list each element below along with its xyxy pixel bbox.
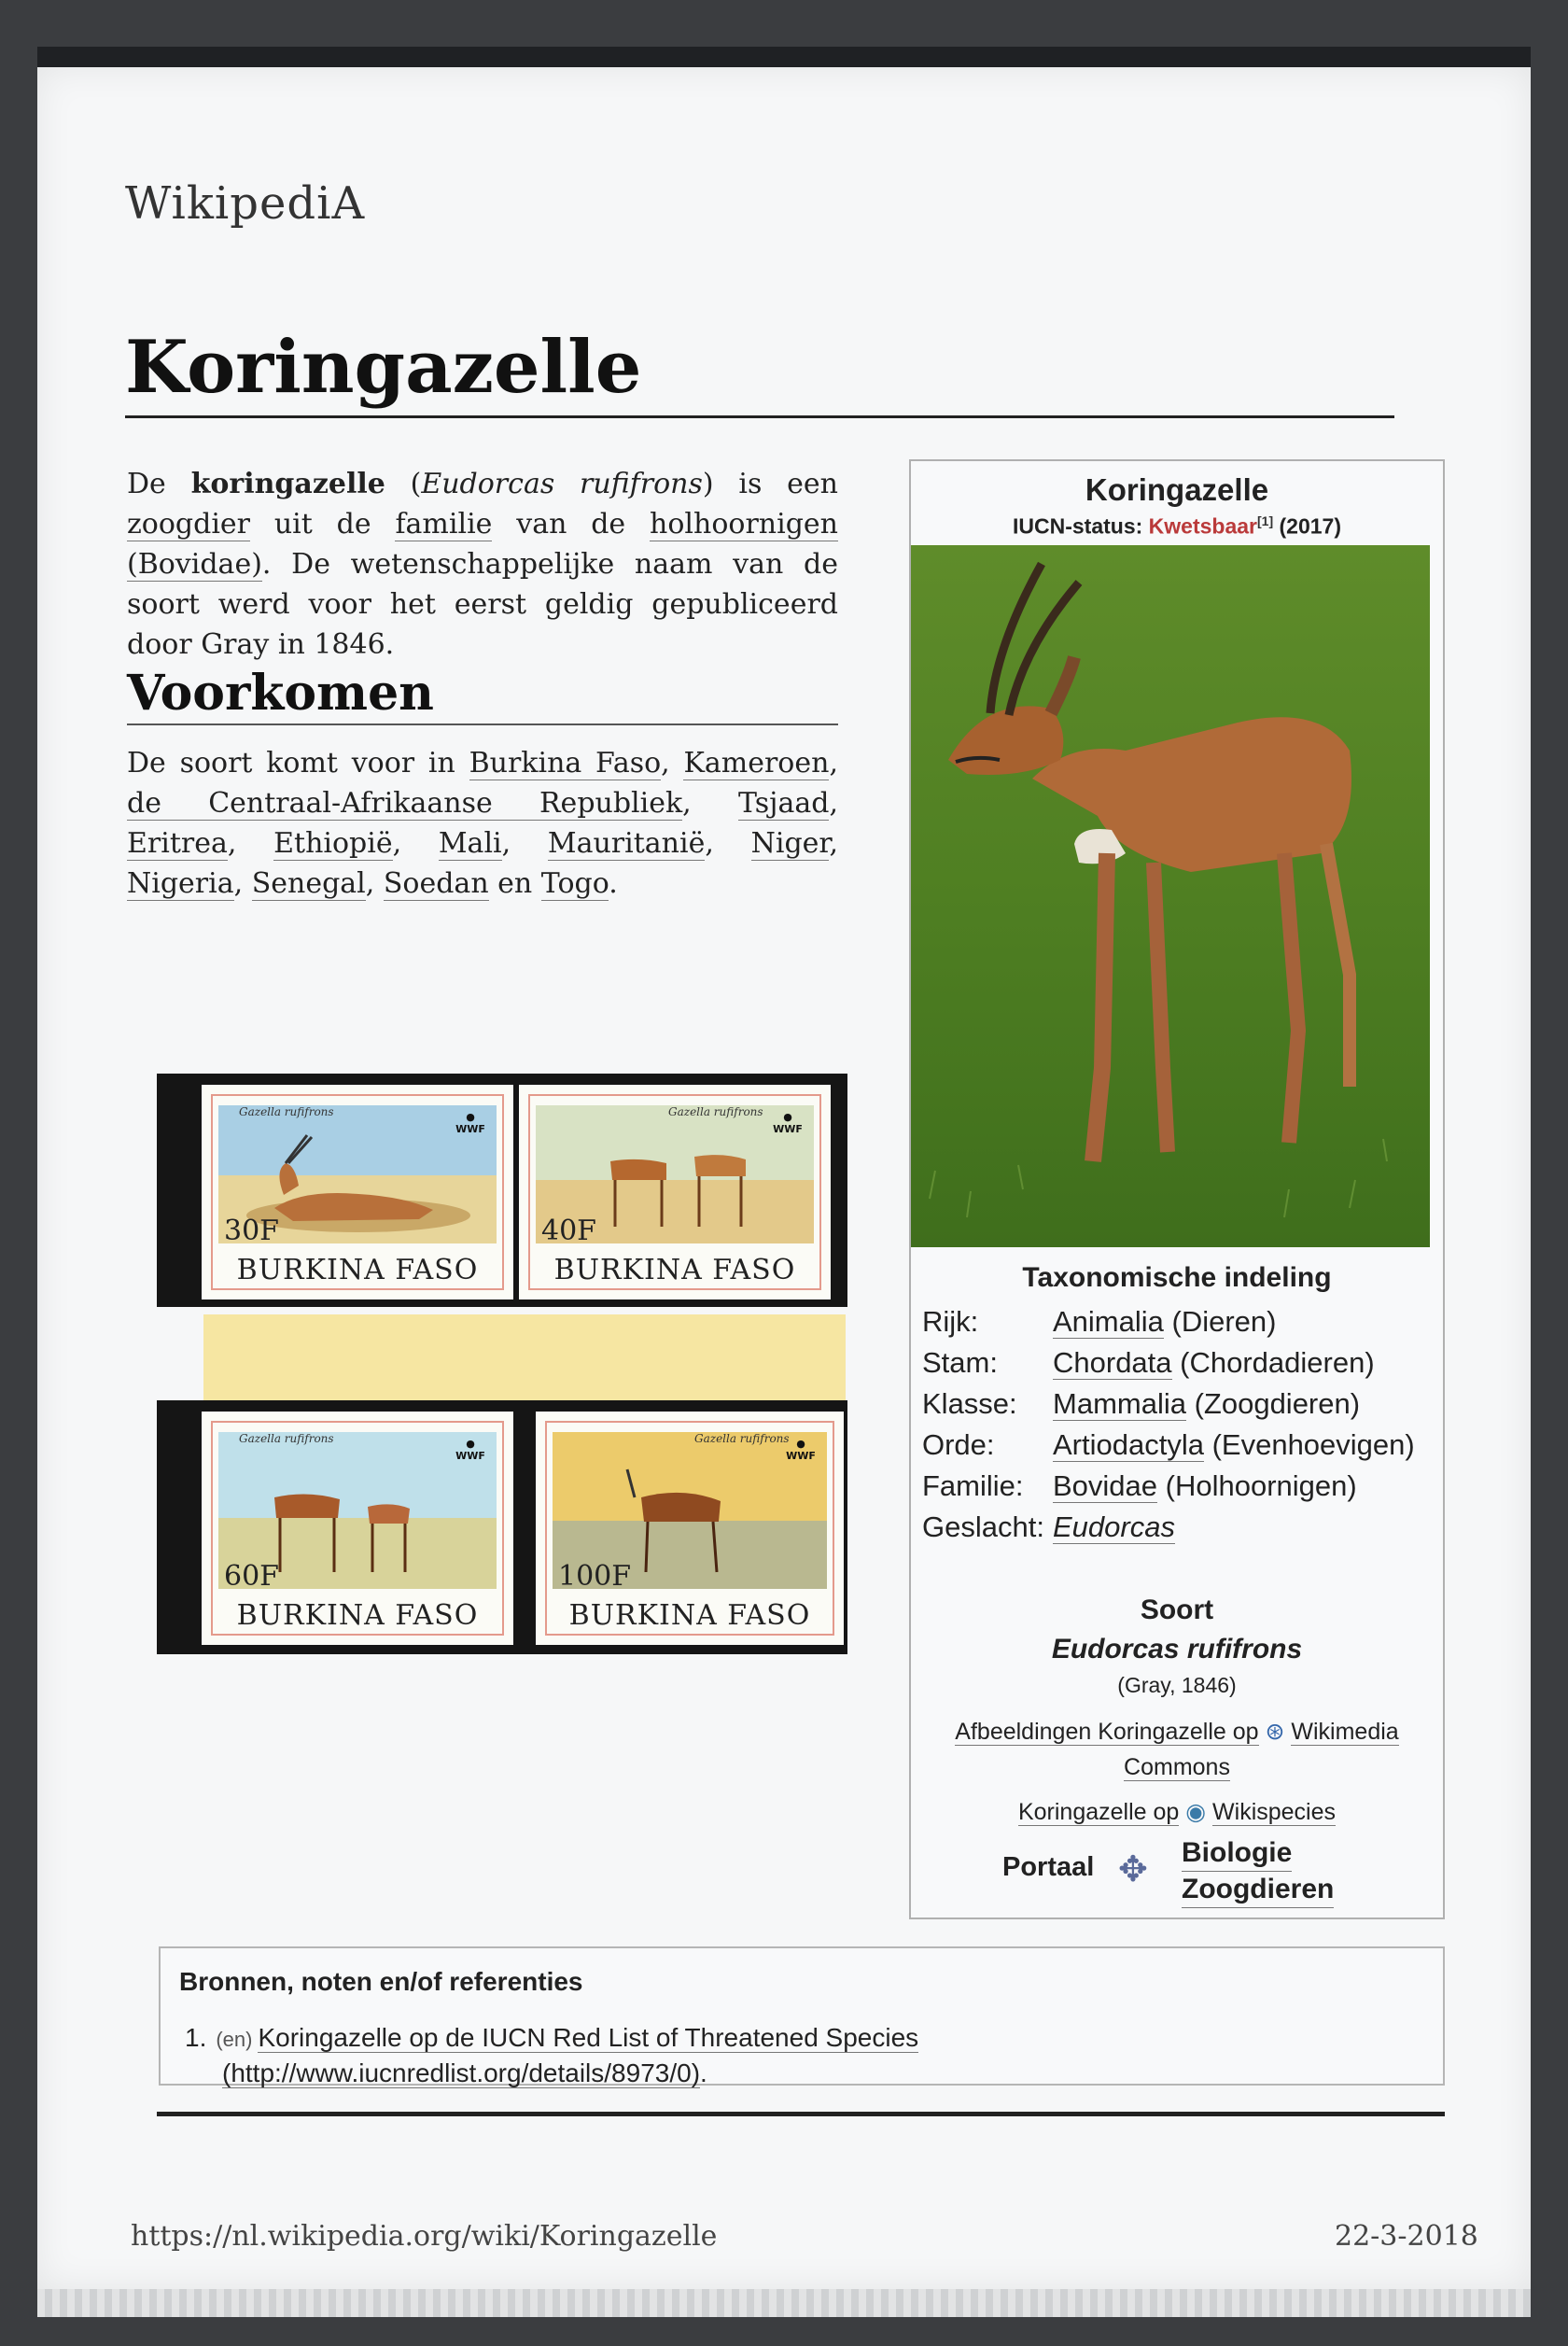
references-title: Bronnen, noten en/of referenties xyxy=(179,1967,583,1996)
country-link[interactable]: Burkina Faso xyxy=(469,747,662,780)
taxonomy-row: Orde: Artiodactyla (Evenhoevigen) xyxy=(922,1428,1415,1461)
taxonomy-heading: Taxonomische indeling xyxy=(1022,1262,1332,1293)
stamp-value: 40F xyxy=(541,1215,596,1247)
gazelle-photo[interactable] xyxy=(911,545,1430,1247)
link-familie[interactable]: familie xyxy=(395,508,493,541)
commons-link-text[interactable]: Afbeeldingen Koringazelle op xyxy=(955,1719,1259,1745)
intro-paragraph: De koringazelle (Eudorcas rufifrons) is een zoogdier uit de familie van de holhoornigen (Bovidae). De wetenschappelijke naam van de soort werd voor het eerst geldig gepubliceerd door Gray in 1846. xyxy=(127,468,838,661)
wwf-logo-icon: ● WWF xyxy=(786,1438,816,1462)
puzzle-icon: ✥ xyxy=(1118,1850,1148,1889)
page-title: Koringazelle xyxy=(125,325,642,410)
section-divider xyxy=(127,723,838,725)
stamp-country: BURKINA FASO xyxy=(236,1599,479,1632)
country-link[interactable]: Senegal xyxy=(251,867,366,900)
section-heading: Voorkomen xyxy=(127,665,434,722)
country-link[interactable]: de Centraal-Afrikaanse Republiek xyxy=(127,787,683,820)
link-holhoornigen[interactable]: holhoornigen (Bovidae) xyxy=(127,508,838,581)
stamp-species: Gazella rufifrons xyxy=(239,1432,334,1445)
country-link[interactable]: Nigeria xyxy=(127,867,234,900)
taxonomy-table xyxy=(922,1301,1426,1548)
portal-link-zoogdieren[interactable]: Zoogdieren xyxy=(1182,1872,1334,1908)
wikispecies-icon: ◉ xyxy=(1185,1799,1207,1825)
taxonomy-row: Familie: Bovidae (Holhoornigen) xyxy=(922,1469,1357,1502)
stamp-country: BURKINA FASO xyxy=(553,1254,796,1286)
taxonomy-row: Geslacht: Eudorcas xyxy=(922,1510,1175,1543)
portal-links xyxy=(1182,1835,1334,1908)
bottom-divider xyxy=(157,2112,1445,2116)
country-link[interactable]: Eritrea xyxy=(127,827,228,860)
status-link[interactable]: Kwetsbaar xyxy=(1148,513,1257,539)
wikimedia-commons-icon: ⊛ xyxy=(1265,1719,1285,1745)
country-link[interactable]: Ethiopië xyxy=(273,827,393,860)
footer-url: https://nl.wikipedia.org/wiki/Koringazelle xyxy=(131,2220,718,2253)
bold-term: koringazelle xyxy=(190,468,385,500)
species-author: (Gray, 1846) xyxy=(1117,1673,1237,1697)
stamp-value: 100F xyxy=(558,1560,632,1593)
wwf-logo-icon: ● WWF xyxy=(455,1111,485,1135)
taxon-link[interactable]: Eudorcas xyxy=(1053,1510,1175,1543)
reference-url[interactable]: (http://www.iucnredlist.org/details/8973/0) xyxy=(222,2058,701,2087)
taxon-link[interactable]: Mammalia xyxy=(1053,1387,1186,1420)
taxon-link[interactable]: Bovidae xyxy=(1053,1469,1158,1502)
footer-date: 22-3-2018 xyxy=(1335,2220,1478,2253)
reference-link[interactable]: Koringazelle op de IUCN Red List of Threatened Species xyxy=(258,2023,919,2052)
stamp-60f xyxy=(202,1412,513,1645)
reference-item: 1. (en) Koringazelle op de IUCN Red List of Threatened Species (http://www.iucnredlist.org/details/8973/0). xyxy=(185,2023,919,2087)
references-box xyxy=(159,1946,1445,2086)
commons-line xyxy=(911,1714,1443,1785)
wikispecies-link[interactable]: Wikispecies xyxy=(1212,1799,1337,1825)
commons-link[interactable]: Wikimedia Commons xyxy=(1124,1719,1399,1780)
taxonomy-row: Rijk: Animalia (Dieren) xyxy=(922,1305,1277,1338)
stamp-100f xyxy=(536,1412,844,1645)
stamp-species: Gazella rufifrons xyxy=(668,1105,763,1118)
taxonomy-row: Klasse: Mammalia (Zoogdieren) xyxy=(922,1387,1361,1420)
stamp-country: BURKINA FASO xyxy=(236,1254,479,1286)
country-link[interactable]: Niger xyxy=(750,827,830,860)
stamp-value: 30F xyxy=(224,1215,279,1247)
ref-link[interactable]: [1] xyxy=(1257,513,1274,528)
country-link[interactable]: Mauritanië xyxy=(547,827,706,860)
stamp-species: Gazella rufifrons xyxy=(694,1432,790,1445)
link-zoogdier[interactable]: zoogdier xyxy=(127,508,251,541)
infobox-title: Koringazelle xyxy=(1085,472,1269,507)
species-heading: Soort xyxy=(1140,1594,1214,1625)
taxon-link[interactable]: Chordata xyxy=(1053,1346,1172,1379)
country-link[interactable]: Mali xyxy=(438,827,502,860)
taxon-link[interactable]: Animalia xyxy=(1053,1305,1164,1338)
taxonomy-row: Stam: Chordata (Chordadieren) xyxy=(922,1346,1375,1379)
portal-label: Portaal xyxy=(1002,1852,1095,1882)
wwf-logo-icon: ● WWF xyxy=(455,1438,485,1462)
scientific-name: Eudorcas rufifrons xyxy=(421,468,703,500)
occurrence-paragraph: De soort komt voor in Burkina Faso, Kameroen, de Centraal-Afrikaanse Republiek, Tsjaad, Eritrea, Ethiopië, Mali, Mauritanië, Niger, Nigeria, Senegal, Soedan en Togo. xyxy=(127,747,838,900)
wikispecies-link-text[interactable]: Koringazelle op xyxy=(1017,1799,1180,1825)
country-link[interactable]: Tsjaad xyxy=(737,787,830,820)
wikispecies-line xyxy=(911,1798,1443,1826)
species-name: Eudorcas rufifrons xyxy=(1051,1634,1303,1665)
binder-edge xyxy=(37,47,1531,69)
country-link[interactable]: Kameroen xyxy=(683,747,830,780)
page-edge xyxy=(37,2289,1531,2317)
country-link[interactable]: Soedan xyxy=(383,867,489,900)
mount-strip xyxy=(203,1314,846,1400)
wwf-logo-icon: ● WWF xyxy=(773,1111,803,1135)
portal-link-biologie[interactable]: Biologie xyxy=(1182,1835,1292,1872)
wikipedia-logo: WikipediA xyxy=(125,177,366,230)
stamp-species: Gazella rufifrons xyxy=(239,1105,334,1118)
stamp-country: BURKINA FASO xyxy=(568,1599,811,1632)
taxon-link[interactable]: Artiodactyla xyxy=(1053,1428,1204,1461)
iucn-status: IUCN-status: Kwetsbaar[1] (2017) xyxy=(1013,513,1341,539)
stamp-30f xyxy=(202,1085,513,1299)
stamp-value: 60F xyxy=(224,1560,279,1593)
country-link[interactable]: Togo xyxy=(540,867,609,900)
title-divider xyxy=(125,415,1394,418)
infobox xyxy=(909,459,1445,1919)
stamp-40f xyxy=(519,1085,831,1299)
